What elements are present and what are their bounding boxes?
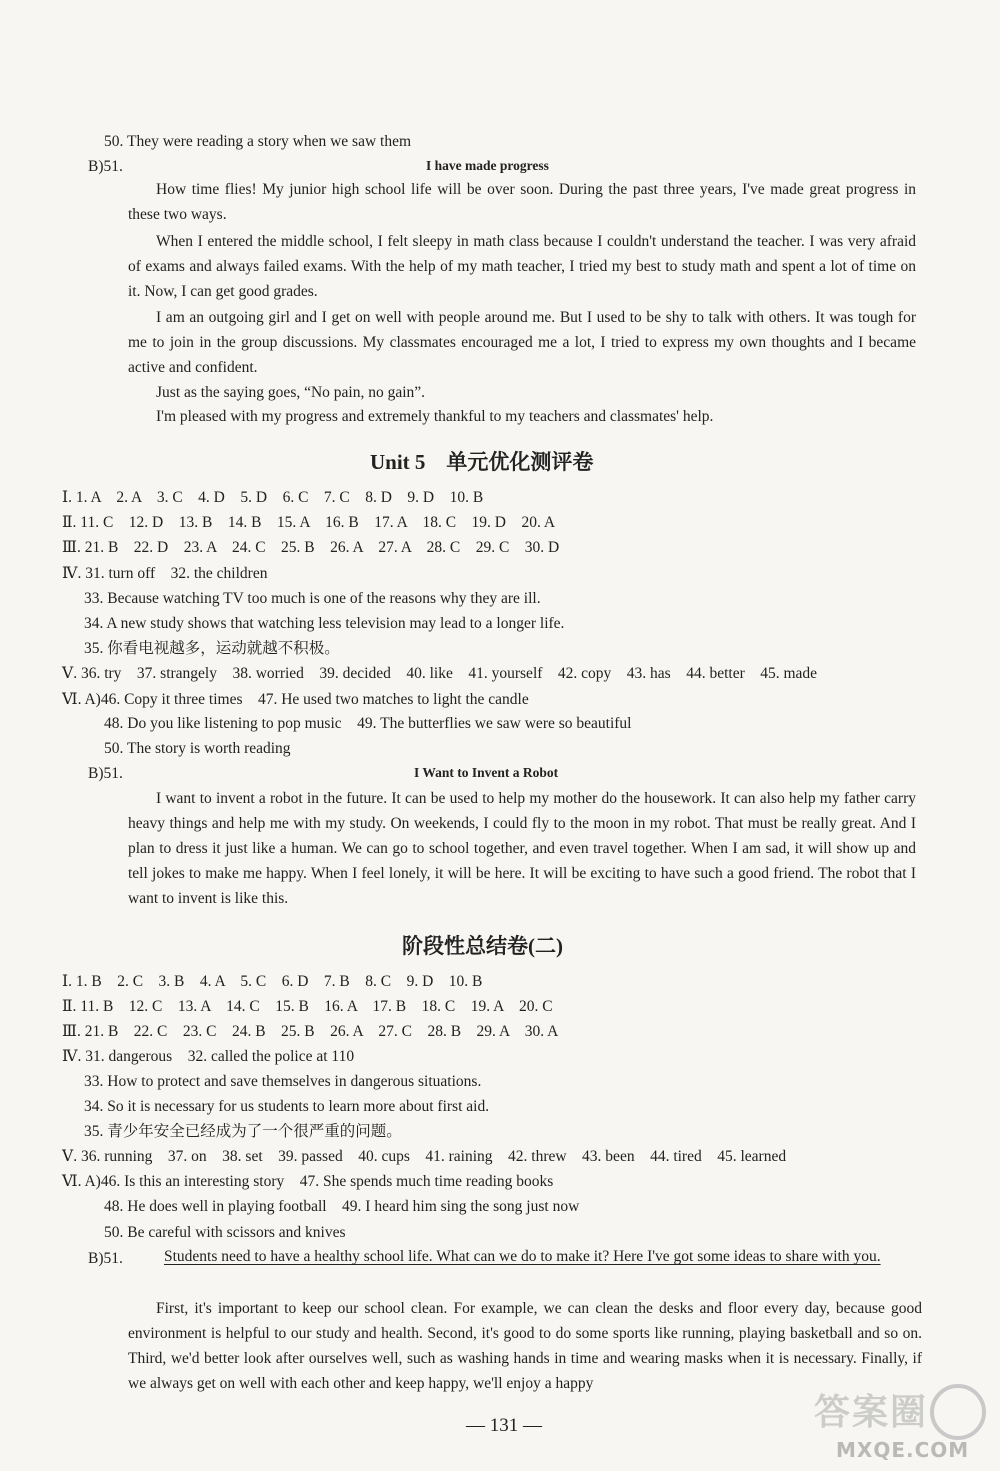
essay-paragraph: How time flies! My junior high school life will be over soon. During the past three years, I've made great progress in these two ways. (128, 181, 916, 223)
answer-line: Ⅲ. 21. B 22. C 23. C 24. B 25. B 26. A 27. C 28. B 29. A 30. A (62, 1023, 559, 1040)
section-title-unit5: Unit 5 单元优化测评卷 (370, 450, 594, 474)
answer-line: Ⅱ. 11. B 12. C 13. A 14. C 15. B 16. A 17. B 18. C 19. A 20. C (62, 998, 553, 1015)
answer-line: 34. A new study shows that watching less television may lead to a longer life. (84, 615, 565, 632)
essay-paragraph: I want to invent a robot in the future. It can be used to help my mother do the housework. It can also help my father carry heavy things and help me with my study. On weekends, I could fly to the moon in my robot. That must be really great. And I plan to dress it just like a human. We can go to school together, and even travel together. When I am sad, it will show up and tell jokes to make me happy. When I feel lonely, it will be here. It will be exciting to have such a good friend. The robot that I want to invent is like this. (128, 790, 916, 907)
essay-title: I have made progress (426, 158, 549, 173)
essay-paragraph: First, it's important to keep our school clean. For example, we can clean the desks and floor every day, because good environment is helpful to our study and health. Second, it's good to do some sports like running, playing basketball and so on. Third, we'd better look after ourselves well, such as washing hands in time and wearing masks when it is necessary. Finally, if we always get on well with each other and keep happy, we'll enjoy a happy (128, 1300, 922, 1392)
answer-line: 35. 青少年安全已经成为了一个很严重的问题。 (84, 1123, 402, 1140)
answer-line: 50. Be careful with scissors and knives (104, 1224, 346, 1241)
answer-line: Ⅳ. 31. dangerous 32. called the police at 110 (62, 1048, 355, 1065)
answer-line: 50. The story is worth reading (104, 740, 291, 757)
answer-line: Ⅵ. A)46. Is this an interesting story 47. She spends much time reading books (62, 1173, 554, 1190)
answer-line: 33. Because watching TV too much is one of the reasons why they are ill. (84, 590, 541, 607)
essay-intro: Students need to have a healthy school life. What can we do to make it? Here I've got some ideas to share with you. (164, 1248, 881, 1265)
watermark-logo (806, 1376, 986, 1466)
answer-line: Ⅴ. 36. running 37. on 38. set 39. passed 40. cups 41. raining 42. threw 43. been 44. tired 45. learned (62, 1148, 787, 1165)
answer-line: Ⅱ. 11. C 12. D 13. B 14. B 15. A 16. B 17. A 18. C 19. D 20. A (62, 514, 556, 531)
answer-line: 34. So it is necessary for us students to learn more about first aid. (84, 1098, 490, 1115)
answer-line: Ⅰ. 1. A 2. A 3. C 4. D 5. D 6. C 7. C 8. D 9. D 10. B (62, 489, 484, 506)
essay-paragraph: When I entered the middle school, I felt sleepy in math class because I couldn't understand the teacher. I was very afraid of exams and always failed exams. With the help of my math teacher, I tried my best to study math and spent a lot of time on it. Now, I can get good grades. (128, 233, 916, 300)
essay-paragraph: I am an outgoing girl and I get on well with people around me. But I used to be shy to talk with others. It was tough for me to join in the group discussions. My classmates encouraged me a lot, I tried to express my own thoughts and I became active and confident. (128, 309, 916, 376)
essay-title: I Want to Invent a Robot (414, 765, 559, 780)
answer-line: 48. He does well in playing football 49. I heard him sing the song just now (104, 1198, 580, 1215)
answer-line: Ⅲ. 21. B 22. D 23. A 24. C 25. B 26. A 27. A 28. C 29. C 30. D (62, 539, 560, 556)
b51-label: B)51. (88, 1250, 123, 1267)
answer-line: Ⅳ. 31. turn off 32. the children (62, 565, 268, 582)
page-number: — 131 — (466, 1415, 542, 1436)
watermark-url: MXQE.COM (836, 1438, 970, 1462)
answer-q50: 50. They were reading a story when we saw them (104, 133, 412, 150)
answer-line: 48. Do you like listening to pop music 49. The butterflies we saw were so beautiful (104, 715, 632, 732)
essay-paragraph: Just as the saying goes, “No pain, no gain”. (156, 384, 426, 401)
answer-line: Ⅴ. 36. try 37. strangely 38. worried 39. decided 40. like 41. yourself 42. copy 43. has 44. better 45. made (62, 665, 818, 682)
answer-line: Ⅰ. 1. B 2. C 3. B 4. A 5. C 6. D 7. B 8. C 9. D 10. B (62, 973, 483, 990)
answer-line: 35. 你看电视越多，运动就越不积极。 (84, 640, 340, 657)
answer-line: Ⅵ. A)46. Copy it three times 47. He used two matches to light the candle (62, 691, 529, 708)
watermark-logo-text: 答案圈 (814, 1392, 929, 1433)
answer-line: 33. How to protect and save themselves in dangerous situations. (84, 1073, 482, 1090)
section-title-stage2: 阶段性总结卷(二) (402, 934, 563, 958)
b51-label: B)51. (88, 765, 123, 782)
essay-paragraph: I'm pleased with my progress and extremely thankful to my teachers and classmates' help. (156, 408, 714, 425)
b51-label: B)51. (88, 158, 123, 175)
